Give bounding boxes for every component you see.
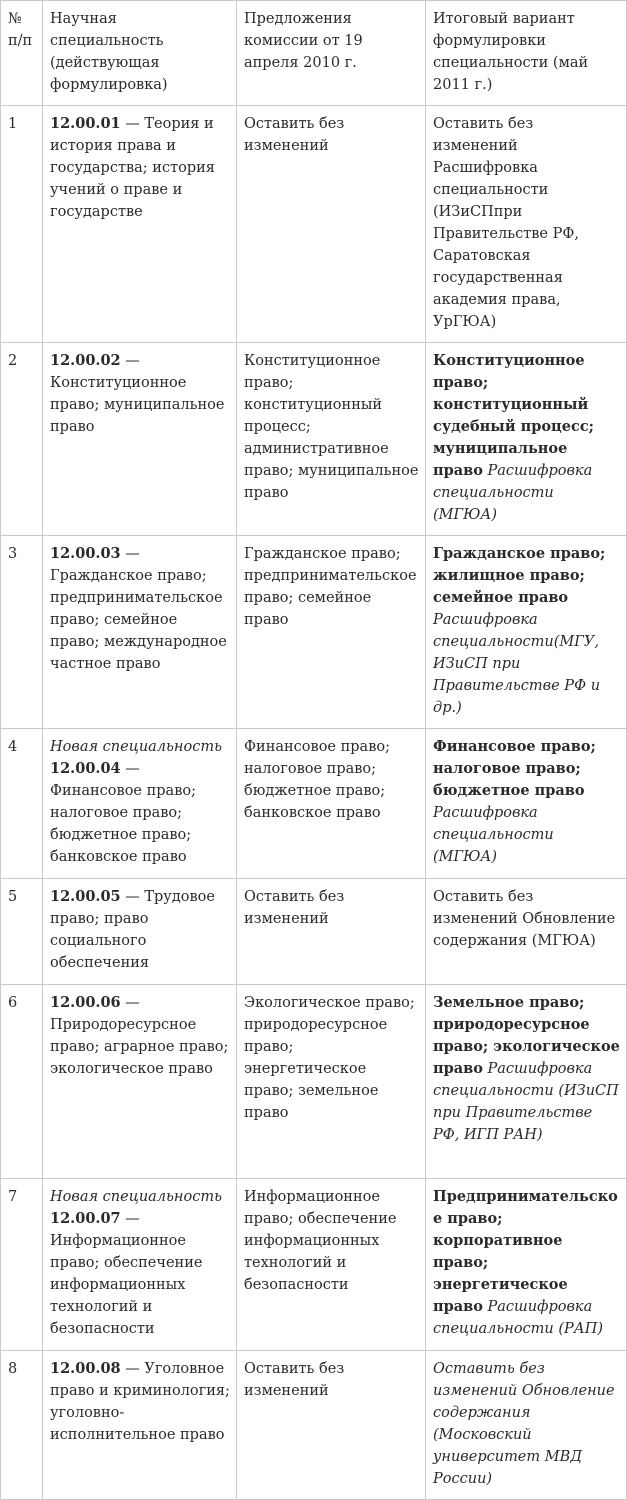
- specialty-text: — Конституционное право; муниципальное право: [50, 353, 225, 435]
- final-formulation: Земельное право; природоресурсное право; экологическое право: [433, 994, 620, 1077]
- row-specialty: [43, 343, 237, 536]
- row-specialty: [43, 1351, 237, 1500]
- row-proposal: Информационное право; обеспечение информационных технологий и безопасности: [237, 1179, 426, 1351]
- specialty-text: — Трудовое право; право социального обеспечения: [50, 889, 215, 971]
- row-final: [426, 985, 627, 1179]
- specialty-code: 12.00.04: [50, 760, 121, 777]
- row-proposal: Гражданское право; предпринимательское право; семейное право: [237, 536, 426, 729]
- specialty-text: — Уголовное право и криминология; уголовно-исполнительное право: [50, 1361, 230, 1443]
- row-num: 1: [1, 106, 43, 343]
- row-proposal: Оставить без изменений: [237, 106, 426, 343]
- header-proposals: Предложения комиссии от 19 апреля 2010 г.: [237, 1, 426, 106]
- final-formulation: Конституционное право; конституционный судебный процесс; муниципальное право: [433, 352, 594, 479]
- row-proposal: Конституционное право; конституционный процесс; административное право; муниципальное право: [237, 343, 426, 536]
- row-proposal: Оставить без изменений: [237, 1351, 426, 1500]
- row-final: [426, 1179, 627, 1351]
- specialty-code: 12.00.02: [50, 352, 121, 369]
- specialty-code: 12.00.01: [50, 115, 121, 132]
- row-specialty: [43, 879, 237, 985]
- final-note: Расшифровка специальности(МГУ, ИЗиСП при Правительстве РФ и др.): [433, 612, 601, 716]
- final-note: Расшифровка специальности (МГЮА): [433, 463, 593, 523]
- final-note: Расшифровка специальности (МГЮА): [433, 805, 554, 865]
- row-num: 8: [1, 1351, 43, 1500]
- table-row: [1, 1179, 627, 1351]
- header-final: Итоговый вариант формулировки специальности (май 2011 г.): [426, 1, 627, 106]
- specialty-code: 12.00.03: [50, 545, 121, 562]
- table-row: [1, 343, 627, 536]
- specialty-code: 12.00.05: [50, 888, 121, 905]
- header-num: № п/п: [1, 1, 43, 106]
- row-num: 7: [1, 1179, 43, 1351]
- row-final: [426, 729, 627, 879]
- row-num: 6: [1, 985, 43, 1179]
- row-proposal: Оставить без изменений: [237, 879, 426, 985]
- row-final: [426, 536, 627, 729]
- final-formulation: Гражданское право; жилищное право; семейное право: [433, 545, 606, 606]
- table-header-row: [1, 1, 627, 106]
- row-num: 4: [1, 729, 43, 879]
- row-specialty: [43, 729, 237, 879]
- header-specialty: Научная специальность (действующая формулировка): [43, 1, 237, 106]
- row-specialty: [43, 1179, 237, 1351]
- final-formulation: Предпринимательское право; корпоративное право; энергетическое право: [433, 1188, 618, 1315]
- row-specialty: [43, 985, 237, 1179]
- specialty-code: 12.00.08: [50, 1360, 121, 1377]
- row-proposal: Финансовое право; налоговое право; бюджетное право; банковское право: [237, 729, 426, 879]
- table-row: [1, 729, 627, 879]
- final-note: Расшифровка специальности (ИЗиСП при Правительстве РФ, ИГП РАН): [433, 1061, 619, 1143]
- specialty-text: — Гражданское право; предпринимательское право; семейное право; международное частное право: [50, 546, 227, 672]
- specialty-new-label: Новая специальность: [50, 1189, 222, 1205]
- table-row: [1, 106, 627, 343]
- row-final: [426, 343, 627, 536]
- specialty-text: — Финансовое право; налоговое право; бюджетное право; банковское право: [50, 761, 196, 865]
- final-formulation: Финансовое право; налоговое право; бюджетное право: [433, 738, 596, 799]
- row-proposal: Экологическое право; природоресурсное право; энергетическое право; земельное право: [237, 985, 426, 1179]
- specialty-text: — Природоресурсное право; аграрное право; экологическое право: [50, 995, 229, 1077]
- row-specialty: [43, 106, 237, 343]
- specialty-new-label: Новая специальность: [50, 739, 222, 755]
- final-note: Расшифровка специальности (РАП): [433, 1299, 604, 1337]
- row-num: 3: [1, 536, 43, 729]
- specialty-code: 12.00.07: [50, 1210, 121, 1227]
- row-num: 5: [1, 879, 43, 985]
- row-final: Оставить без изменений Обновление содержания (МГЮА): [426, 879, 627, 985]
- table-row: [1, 985, 627, 1179]
- row-specialty: [43, 536, 237, 729]
- table-row: [1, 536, 627, 729]
- row-num: 2: [1, 343, 43, 536]
- table-row: [1, 879, 627, 985]
- row-final: Оставить без изменений Расшифровка специальности (ИЗиСПпри Правительстве РФ, Саратовская государственная академия права, УрГЮА): [426, 106, 627, 343]
- specialty-text: — Информационное право; обеспечение информационных технологий и безопасности: [50, 1211, 203, 1337]
- specialty-text: — Теория и история права и государства; история учений о праве и государстве: [50, 116, 215, 220]
- specialty-code: 12.00.06: [50, 994, 121, 1011]
- table-row: [1, 1351, 627, 1500]
- row-final: Оставить без изменений Обновление содержания (Московский университет МВД России): [426, 1351, 627, 1500]
